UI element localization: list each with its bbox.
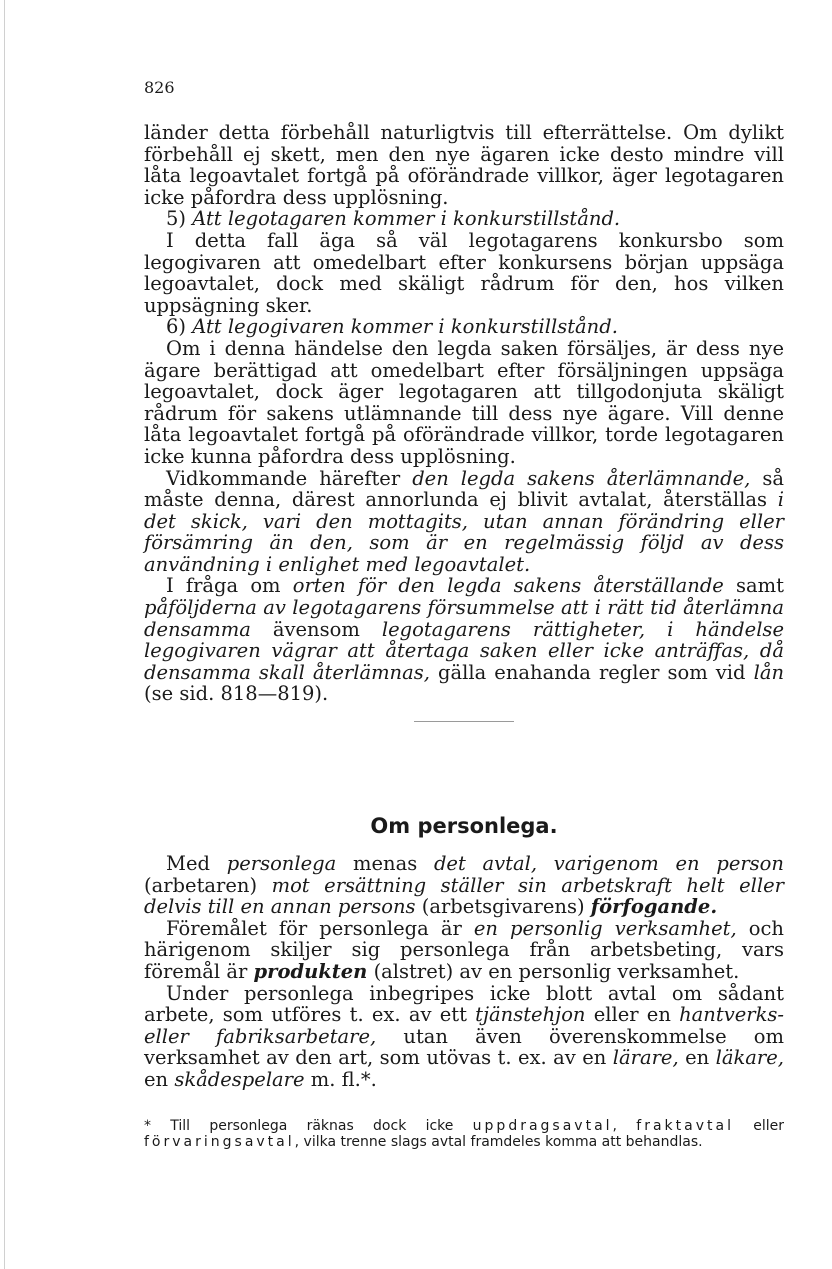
text-span: I detta fall äga så väl legotagarens konkursbo som legogivaren att omedelbart efter konkursens början uppsäga legoavtalet, dock med skäligt rådrum för den, hos vilken uppsägning sker. xyxy=(144,228,784,317)
text-span: (arbetsgivarens) xyxy=(415,895,591,919)
emphasis-text: legotagarens rättigheter, i händelse legogivaren vägrar att återtaga saken eller icke anträffas, då densamma skall återlämnas, xyxy=(144,617,784,684)
body-text-top xyxy=(144,122,784,722)
section-divider xyxy=(414,721,514,722)
text-span: , vilka trenne slags avtal framdeles komma att behandlas. xyxy=(294,1134,703,1150)
text-span: (alstret) av en personlig verksamhet. xyxy=(367,959,740,983)
paragraph xyxy=(144,575,784,705)
emphasis-text: Att legogivaren kommer i konkurstillstånd. xyxy=(192,315,618,339)
text-span: en xyxy=(678,1046,716,1070)
text-span: eller en xyxy=(585,1003,680,1027)
body-text-bottom xyxy=(144,853,784,1091)
emphasis-text: personlega xyxy=(226,852,337,875)
text-span: länder detta förbehåll naturligtvis till efterrättelse. Om dylikt förbehåll ej skett, men den nye ägaren icke desto mindre vill låta legoavtalet fortgå på oförändrade villkor, äger legotagaren icke påfordra dess upplösning. xyxy=(144,121,784,209)
spaced-text: förvaringsavtal xyxy=(144,1134,295,1150)
emphasis-text: påföljderna av legotagarens försummelse att i rätt tid återlämna densamma xyxy=(144,596,784,641)
emphasis-text: i det skick, vari den mottagits, utan annan förändring eller försämring än den, som är en regelmässig följd av dess användning i enlighet med legoavtalet. xyxy=(144,488,784,576)
paragraph xyxy=(144,468,784,576)
emphasis-text: produkten xyxy=(253,959,368,983)
emphasis-text: det avtal, varigenom en person xyxy=(433,852,784,875)
text-span: , xyxy=(612,1118,637,1134)
emphasis-text: tjänstehjon xyxy=(475,1003,586,1027)
text-span: 5) xyxy=(166,207,193,231)
spaced-text: uppdragsavtal xyxy=(472,1118,613,1134)
text-span: en xyxy=(144,1067,175,1091)
text-span: * Till personlega räknas dock icke xyxy=(144,1118,473,1134)
text-span: Under personlega inbegripes icke blott avtal om sådant arbete, som utföres t. ex. av ett xyxy=(144,981,784,1027)
emphasis-text: orten för den legda sakens återställande xyxy=(292,574,724,598)
emphasis-text: den legda sakens återlämnande, xyxy=(412,466,751,490)
emphasis-text: Att legotagaren kommer i konkurstillstånd. xyxy=(192,207,621,231)
emphasis-text: skådespelare xyxy=(174,1067,305,1091)
emphasis-text: en personlig verksamhet, xyxy=(473,916,737,940)
footnote xyxy=(144,1118,784,1150)
item-6-heading xyxy=(144,316,784,338)
text-span: 6) xyxy=(166,315,193,339)
text-span: utan även överenskommelse om verksamhet av den art, som utövas t. ex. av en xyxy=(144,1024,784,1070)
page-number: 826 xyxy=(144,78,175,97)
item-5-heading xyxy=(144,208,784,230)
text-span: (se sid. 818—819). xyxy=(144,682,329,706)
emphasis-text: läkare, xyxy=(715,1046,784,1070)
emphasis-text: förfogande. xyxy=(590,895,718,919)
text-span: eller xyxy=(733,1118,785,1134)
paragraph xyxy=(144,853,784,918)
emphasis-text: hantverks- eller fabriksarbetare, xyxy=(144,1003,784,1048)
text-span: I fråga om xyxy=(166,574,293,598)
text-span: Med xyxy=(166,852,227,875)
text-span: Vidkommande härefter xyxy=(166,466,413,490)
text-span: m. fl.*. xyxy=(304,1067,377,1091)
emphasis-text: mot ersättning ställer sin arbetskraft helt eller delvis till en annan persons xyxy=(144,873,784,919)
section-heading: Om personlega. xyxy=(370,814,558,838)
text-span: (arbetaren) xyxy=(144,873,272,897)
emphasis-text: lärare, xyxy=(612,1046,679,1070)
paragraph xyxy=(144,983,784,1091)
paragraph xyxy=(144,338,784,468)
text-span: menas xyxy=(336,852,434,875)
spaced-text: fraktavtal xyxy=(636,1118,734,1134)
emphasis-text: lån xyxy=(753,660,784,684)
text-span: och härigenom skiljer sig personlega från arbetsbeting, vars föremål är xyxy=(144,916,784,983)
paragraph-continued xyxy=(144,122,784,208)
text-span: Föremålet för personlega är xyxy=(166,916,474,940)
paragraph xyxy=(144,230,784,316)
text-span: så måste denna, därest annorlunda ej blivit avtalat, återställas xyxy=(144,466,784,512)
text-span: ävensom xyxy=(250,617,382,641)
text-span: gälla enahanda regler som vid xyxy=(429,660,754,684)
text-span: Om i denna händelse den legda saken försäljes, är dess nye ägare berättigad att omedelbart efter försäljningen uppsäga legoavtalet, dock äger legotagaren att tillgodonjuta skäligt rådrum för sakens utlämnande till dess nye ägare. Vill denne låta legoavtalet fortgå på oförändrade villkor, torde legotagaren icke kunna påfordra dess upplösning. xyxy=(144,336,784,468)
text-span: samt xyxy=(723,574,784,598)
paragraph xyxy=(144,918,784,983)
page-left-edge xyxy=(4,0,5,1269)
